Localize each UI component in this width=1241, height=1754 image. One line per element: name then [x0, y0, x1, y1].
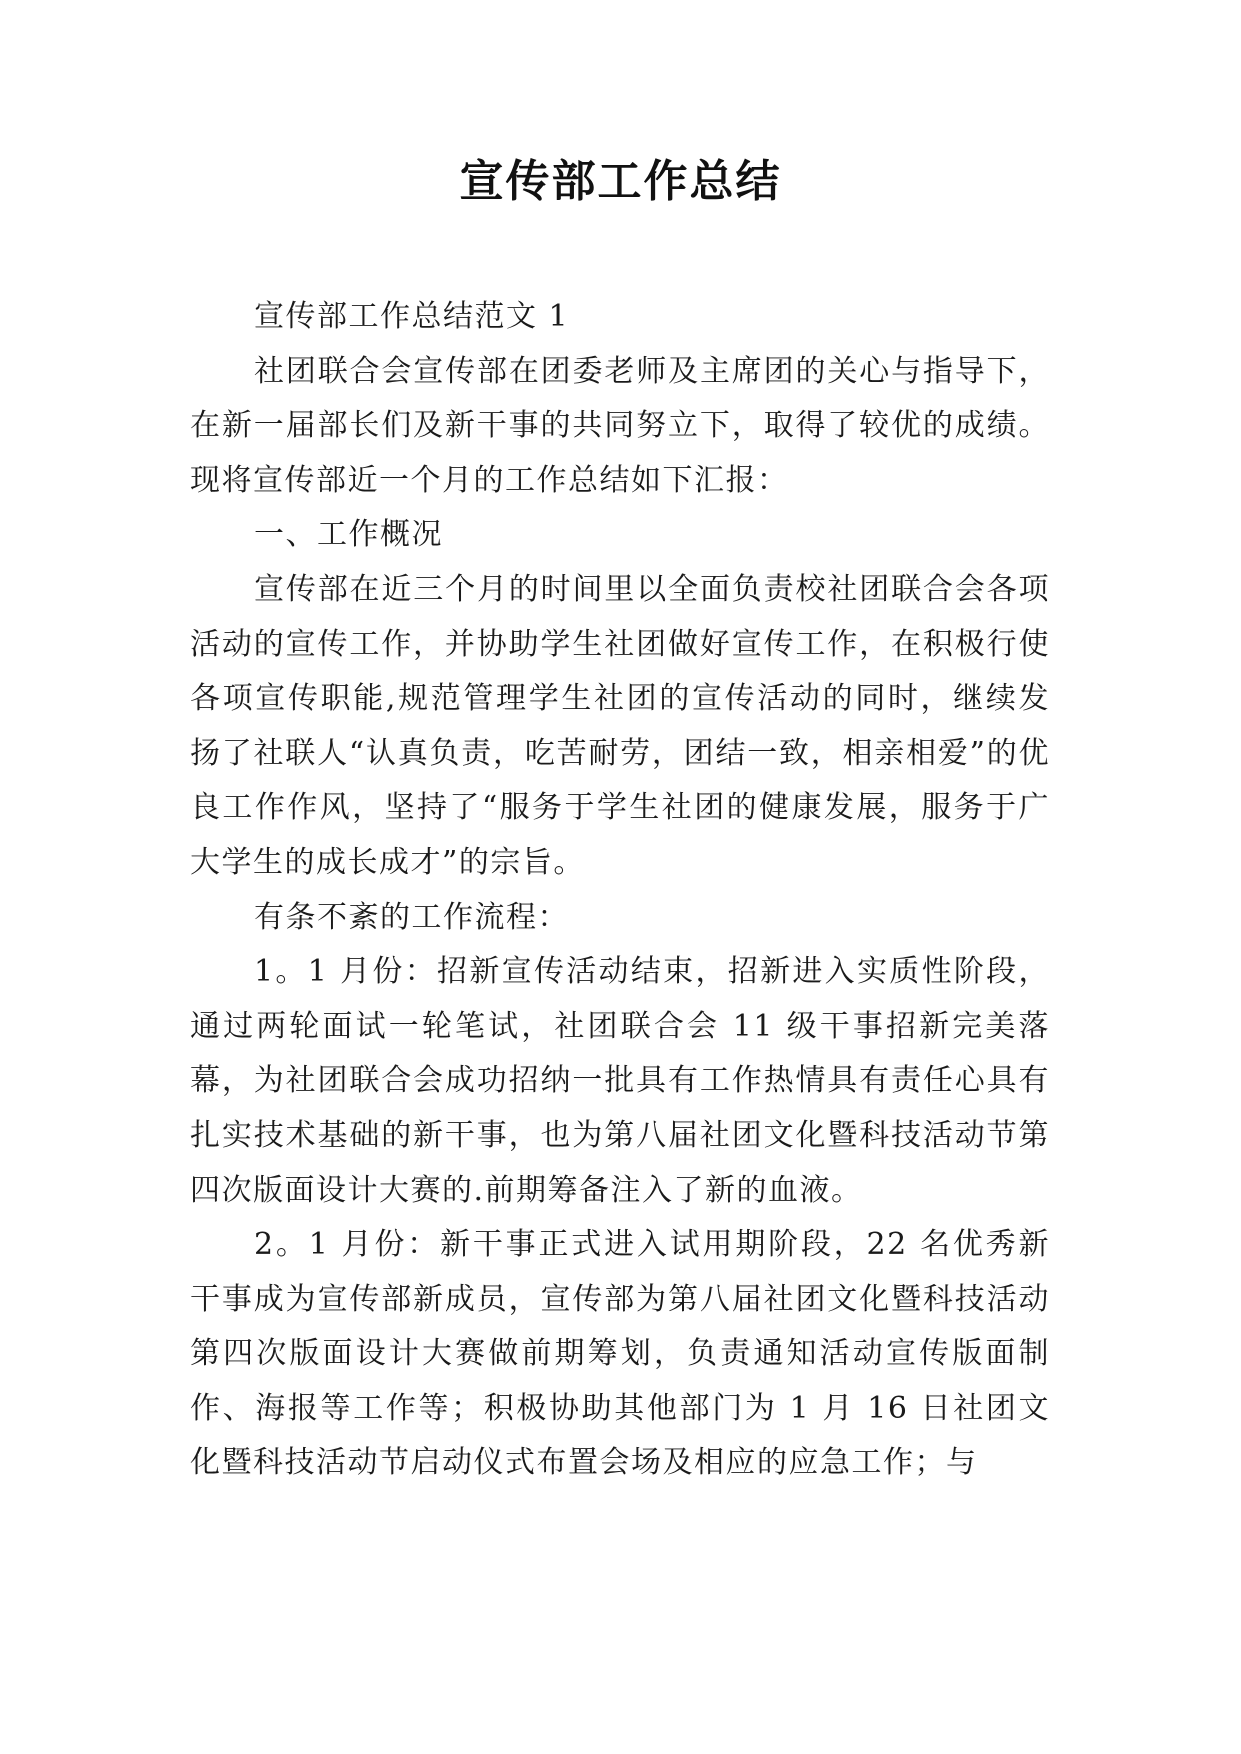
- paragraph-subtitle: 宣传部工作总结范文 1: [254, 299, 570, 334]
- document-body: [190, 290, 1050, 1491]
- paragraph-intro: 社团联合会宣传部在团委老师及主席团的关心与指导下，在新一届部长们及新干事的共同努立下，取得了较优的成绩。现将宣传部近一个月的工作总结如下汇报：: [190, 353, 1050, 498]
- document-title: 宣传部工作总结: [459, 156, 782, 207]
- paragraph-overview: 宣传部在近三个月的时间里以全面负责校社团联合会各项活动的宣传工作，并协助学生社团做好宣传工作，在积极行使各项宣传职能,规范管理学生社团的宣传活动的同时，继续发扬了社联人“认真负责，吃苦耐劳，团结一致，相亲相爱”的优良工作作风，坚持了“服务于学生社团的健康发展，服务于广大学生的成长成才”的宗旨。: [190, 571, 1050, 880]
- paragraph-item-2: 2。1 月份：新干事正式进入试用期阶段，22 名优秀新干事成为宣传部新成员，宣传部为第八届社团文化暨科技活动第四次版面设计大赛做前期筹划，负责通知活动宣传版面制作、海报等工作等；积极协助其他部门为 1 月 16 日社团文化暨科技活动节启动仪式布置会场及相应的应急工作；与: [190, 1227, 1050, 1481]
- section-heading: 一、工作概况: [254, 517, 443, 553]
- paragraph-workflow-heading: 有条不紊的工作流程：: [254, 899, 569, 935]
- paragraph-item-1: 1。1 月份：招新宣传活动结束，招新进入实质性阶段，通过两轮面试一轮笔试，社团联合会 11 级干事招新完美落幕，为社团联合会成功招纳一批具有工作热情具有责任心具有扎实技术基础的新干事，也为第八届社团文化暨科技活动节第四次版面设计大赛的.前期筹备注入了新的血液。: [190, 954, 1050, 1208]
